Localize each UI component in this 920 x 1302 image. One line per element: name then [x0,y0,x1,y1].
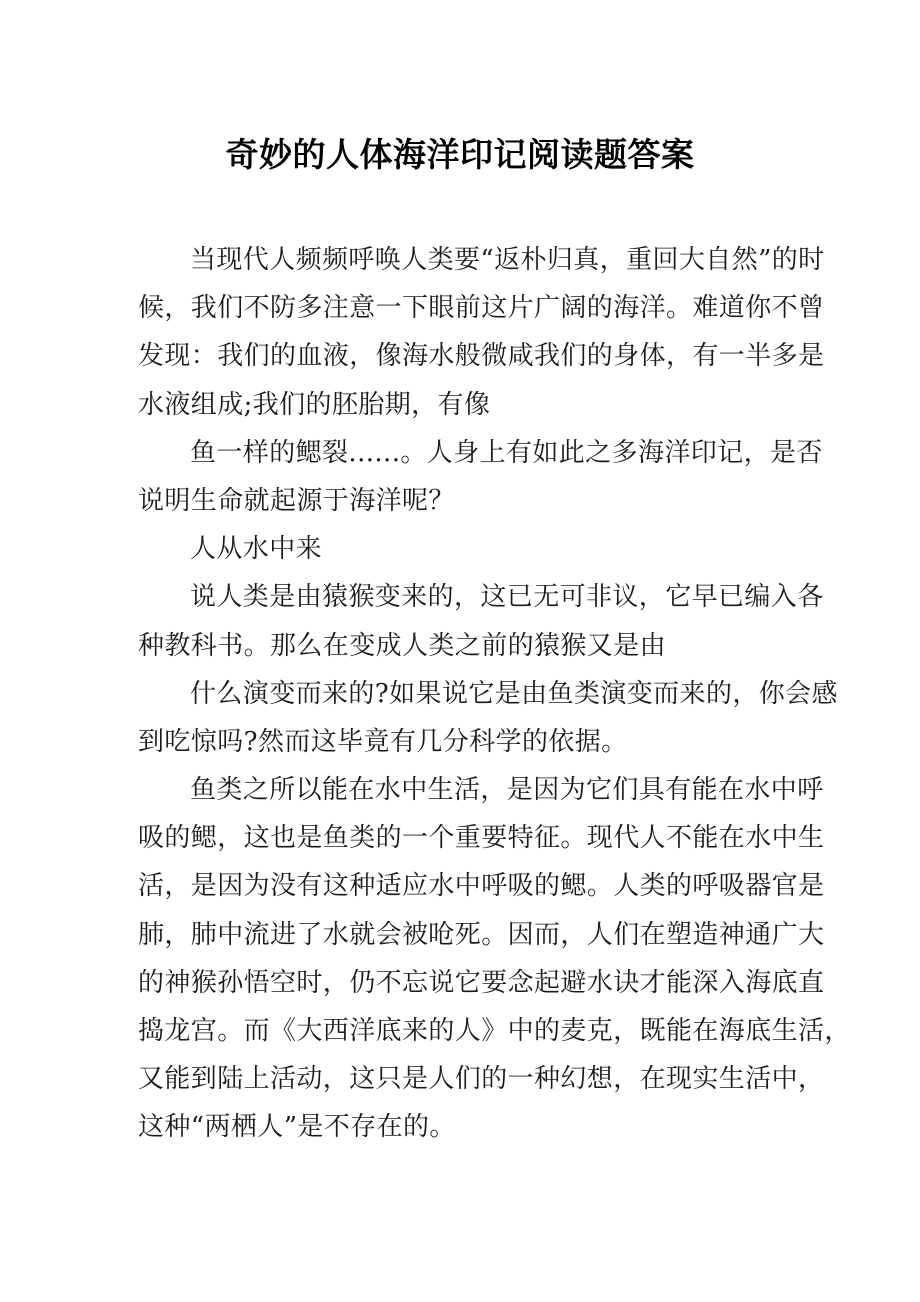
document-title: 奇妙的人体海洋印记阅读题答案 [225,135,695,175]
paragraph-line: 这种“两栖人”是不存在的。 [138,1112,456,1143]
paragraph-line: 鱼一样的鳃裂......。人身上有如此之多海洋印记，是否 [190,437,823,468]
paragraph-line: 鱼类之所以能在水中生活，是因为它们具有能在水中呼 [190,775,824,806]
paragraph-line: 又能到陆上活动，这只是人们的一种幻想，在现实生活中， [138,1064,825,1095]
paragraph-line: 说明生命就起源于海洋呢？ [138,485,455,516]
paragraph-line: 当现代人频频呼唤人类要“返朴归真，重回大自然”的时 [190,245,825,275]
section-heading: 人从水中来 [190,534,323,565]
paragraph-line: 种教科书。那么在变成人类之前的猿猴又是由 [138,630,667,661]
paragraph-line: 捣龙宫。而《大西洋底来的人》中的麦克，既能在海底生活， [138,1016,851,1046]
paragraph-line: 什么演变而来的?如果说它是由鱼类演变而来的，你会感 [190,678,838,709]
paragraph-line: 到吃惊吗?然而这毕竟有几分科学的依据。 [138,726,628,757]
paragraph-line: 候，我们不防多注意一下眼前这片广阔的海洋。难道你不曾 [138,293,825,324]
paragraph-line: 吸的鳃，这也是鱼类的一个重要特征。现代人不能在水中生 [138,823,825,854]
paragraph-line: 发现：我们的血液，像海水般微咸我们的身体，有一半多是 [138,341,825,372]
paragraph-line: 说人类是由猿猴变来的，这已无可非议，它早已编入各 [190,582,824,613]
paragraph-line: 肺，肺中流进了水就会被呛死。因而，人们在塑造神通广大 [138,919,825,950]
paragraph-line: 水液组成;我们的胚胎期，有像 [138,389,491,420]
paragraph-line: 活，是因为没有这种适应水中呼吸的鳃。人类的呼吸器官是 [138,871,825,902]
document-body [138,240,851,1156]
paragraph-line: 的神猴孙悟空时，仍不忘说它要念起避水诀才能深入海底直 [138,967,825,998]
